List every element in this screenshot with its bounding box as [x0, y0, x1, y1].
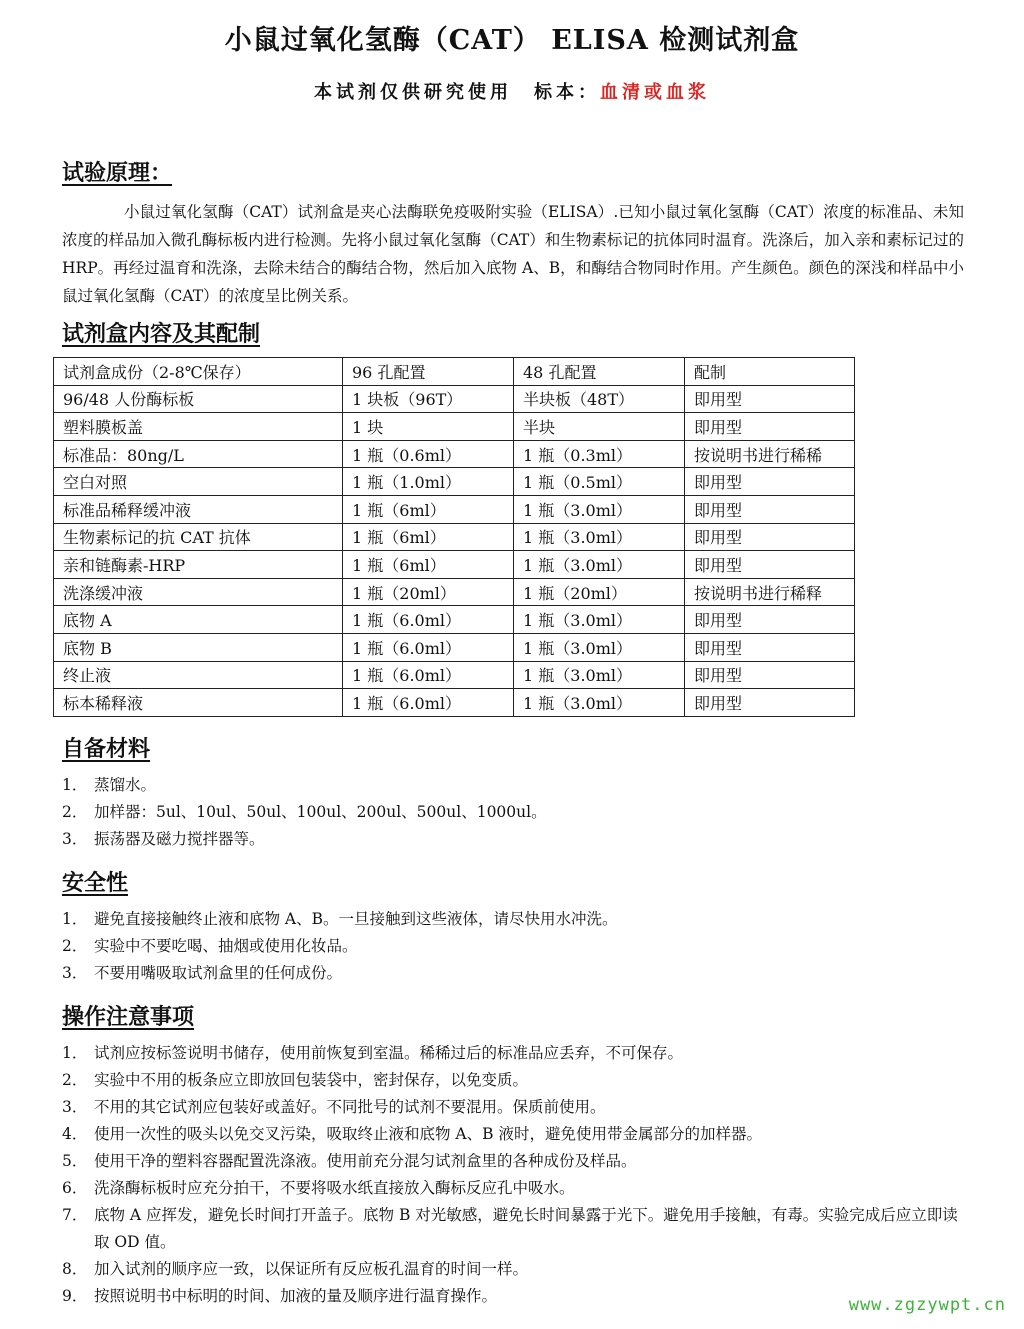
- list-item-text: 不用的其它试剂应包装好或盖好。不同批号的试剂不要混用。保质前使用。: [94, 1098, 606, 1116]
- table-cell: 即用型: [685, 551, 855, 579]
- list-item: [62, 1202, 967, 1256]
- table-cell: 半块板（48T）: [514, 385, 685, 413]
- list-item: [62, 826, 967, 853]
- list-item: [62, 960, 967, 987]
- table-cell: 1 瓶（1.0ml）: [343, 468, 514, 496]
- table-row: [54, 578, 855, 606]
- list-item: [62, 1067, 967, 1094]
- table-row: [54, 413, 855, 441]
- list-item-text: 使用一次性的吸头以免交叉污染，吸取终止液和底物 A、B 液时，避免使用带金属部分的加样器。: [94, 1125, 762, 1143]
- list-item-text: 试剂应按标签说明书储存，使用前恢复到室温。稀稀过后的标准品应丢弃，不可保存。: [94, 1044, 684, 1062]
- list-item-number: 1．: [62, 910, 88, 928]
- notes-heading: 操作注意事项: [62, 1005, 195, 1030]
- usage-note: 本试剂仅供研究使用: [314, 82, 512, 103]
- list-item-number: 1．: [62, 1044, 88, 1062]
- table-row: [54, 633, 855, 661]
- table-cell: 1 瓶（3.0ml）: [514, 689, 685, 717]
- list-item-number: 5．: [62, 1152, 88, 1170]
- table-cell: 即用型: [685, 689, 855, 717]
- safety-heading: 安全性: [62, 871, 129, 896]
- list-item-number: 3．: [62, 830, 88, 848]
- list-item: [62, 772, 967, 799]
- table-row: [54, 385, 855, 413]
- list-item-text: 底物 A 应挥发，避免长时间打开盖子。底物 B 对光敏感，避免长时间暴露于光下。避免用手接触，有毒。实验完成后应立即读取 OD 值。: [94, 1206, 958, 1251]
- table-row: [54, 495, 855, 523]
- list-item-number: 8．: [62, 1260, 88, 1278]
- list-item-number: 2．: [62, 1071, 88, 1089]
- table-cell: 底物 A: [54, 606, 343, 634]
- table-cell: 即用型: [685, 385, 855, 413]
- list-item: [62, 1121, 967, 1148]
- table-cell: 1 块: [343, 413, 514, 441]
- materials-list: [62, 772, 967, 853]
- safety-list: [62, 906, 967, 987]
- list-item-number: 4．: [62, 1125, 88, 1143]
- table-cell: 即用型: [685, 495, 855, 523]
- table-header-cell: 48 孔配置: [514, 358, 685, 386]
- list-item-text: 洗涤酶标板时应充分拍干，不要将吸水纸直接放入酶标反应孔中吸水。: [94, 1179, 575, 1197]
- kit-contents-table: [53, 357, 855, 717]
- table-cell: 1 瓶（3.0ml）: [514, 606, 685, 634]
- table-cell: 标本稀释液: [54, 689, 343, 717]
- list-item-text: 实验中不用的板条应立即放回包装袋中，密封保存，以免变质。: [94, 1071, 529, 1089]
- table-row: [54, 661, 855, 689]
- list-item: [62, 906, 967, 933]
- principle-paragraph: 小鼠过氧化氢酶（CAT）试剂盒是夹心法酶联免疫吸附实验（ELISA）.已知小鼠过氧化氢酶（CAT）浓度的标准品、未知浓度的样品加入微孔酶标板内进行检测。先将小鼠过氧化氢酶（CAT）和生物素标记的抗体同时温育。洗涤后，加入亲和素标记过的 HRP。再经过温育和洗涤，去除未结合的酶结合物，然后加入底物 A、B，和酶结合物同时作用。产生颜色。颜色的深浅和样品中小鼠过氧化氢酶（CAT）的浓度呈比例关系。: [62, 203, 964, 305]
- table-row: [54, 440, 855, 468]
- table-cell: 1 瓶（3.0ml）: [514, 661, 685, 689]
- table-cell: 1 瓶（6.0ml）: [343, 633, 514, 661]
- table-cell: 96/48 人份酶标板: [54, 385, 343, 413]
- table-cell: 1 瓶（6ml）: [343, 551, 514, 579]
- table-cell: 亲和链酶素-HRP: [54, 551, 343, 579]
- table-cell: 即用型: [685, 633, 855, 661]
- table-cell: 1 瓶（3.0ml）: [514, 633, 685, 661]
- table-cell: 按说明书进行稀稀: [685, 440, 855, 468]
- table-cell: 终止液: [54, 661, 343, 689]
- table-cell: 标准品稀释缓冲液: [54, 495, 343, 523]
- table-cell: 1 瓶（6.0ml）: [343, 606, 514, 634]
- table-cell: 即用型: [685, 661, 855, 689]
- document-title: 小鼠过氧化氢酶（CAT） ELISA 检测试剂盒: [224, 25, 800, 56]
- sample-value: 血清或血浆: [600, 82, 710, 103]
- table-cell: 按说明书进行稀释: [685, 578, 855, 606]
- principle-heading: 试验原理：: [62, 161, 173, 186]
- table-cell: 生物素标记的抗 CAT 抗体: [54, 523, 343, 551]
- list-item-number: 3．: [62, 964, 88, 982]
- list-item-number: 3．: [62, 1098, 88, 1116]
- table-cell: 即用型: [685, 606, 855, 634]
- list-item-number: 1．: [62, 776, 88, 794]
- table-cell: 1 瓶（20ml）: [514, 578, 685, 606]
- list-item: [62, 1175, 967, 1202]
- list-item-text: 使用干净的塑料容器配置洗涤液。使用前充分混匀试剂盒里的各种成份及样品。: [94, 1152, 637, 1170]
- kit-table-body: [54, 358, 855, 717]
- list-item-number: 7．: [62, 1206, 88, 1224]
- list-item-text: 不要用嘴吸取试剂盒里的任何成份。: [94, 964, 343, 982]
- table-cell: 空白对照: [54, 468, 343, 496]
- table-cell: 即用型: [685, 468, 855, 496]
- table-header-cell: 配制: [685, 358, 855, 386]
- list-item-number: 2．: [62, 803, 88, 821]
- list-item-text: 实验中不要吃喝、抽烟或使用化妆品。: [94, 937, 358, 955]
- table-header-cell: 试剂盒成份（2-8℃保存）: [54, 358, 343, 386]
- table-row: [54, 606, 855, 634]
- list-item-text: 避免直接接触终止液和底物 A、B。一旦接触到这些液体，请尽快用水冲洗。: [94, 910, 618, 928]
- table-cell: 半块: [514, 413, 685, 441]
- notes-list: [62, 1040, 967, 1310]
- list-item-text: 按照说明书中标明的时间、加液的量及顺序进行温育操作。: [94, 1287, 498, 1305]
- list-item: [62, 1094, 967, 1121]
- list-item: [62, 1148, 967, 1175]
- materials-heading: 自备材料: [62, 737, 151, 762]
- watermark: www.zgzywpt.cn: [848, 1295, 1006, 1315]
- list-item-number: 6．: [62, 1179, 88, 1197]
- table-row: [54, 523, 855, 551]
- table-cell: 洗涤缓冲液: [54, 578, 343, 606]
- list-item: [62, 1040, 967, 1067]
- list-item-text: 振荡器及磁力搅拌器等。: [94, 830, 265, 848]
- table-cell: 1 块板（96T）: [343, 385, 514, 413]
- table-row: [54, 468, 855, 496]
- table-cell: 标准品：80ng/L: [54, 440, 343, 468]
- table-cell: 1 瓶（6ml）: [343, 495, 514, 523]
- table-cell: 1 瓶（0.6ml）: [343, 440, 514, 468]
- list-item: [62, 1256, 967, 1283]
- table-cell: 1 瓶（3.0ml）: [514, 551, 685, 579]
- table-cell: 1 瓶（3.0ml）: [514, 495, 685, 523]
- table-cell: 1 瓶（0.5ml）: [514, 468, 685, 496]
- document-subtitle: [0, 78, 1024, 104]
- table-cell: 1 瓶（20ml）: [343, 578, 514, 606]
- table-header-cell: 96 孔配置: [343, 358, 514, 386]
- kit-heading: 试剂盒内容及其配制: [62, 322, 261, 347]
- list-item-number: 9．: [62, 1287, 88, 1305]
- table-header-row: [54, 358, 855, 386]
- table-cell: 1 瓶（6.0ml）: [343, 689, 514, 717]
- table-cell: 底物 B: [54, 633, 343, 661]
- table-cell: 1 瓶（6.0ml）: [343, 661, 514, 689]
- list-item: [62, 933, 967, 960]
- list-item-text: 加样器：5ul、10ul、50ul、100ul、200ul、500ul、1000ul。: [94, 803, 547, 821]
- list-item: [62, 1283, 967, 1310]
- table-cell: 即用型: [685, 523, 855, 551]
- table-cell: 塑料膜板盖: [54, 413, 343, 441]
- table-cell: 1 瓶（6ml）: [343, 523, 514, 551]
- table-cell: 即用型: [685, 413, 855, 441]
- list-item-text: 加入试剂的顺序应一致，以保证所有反应板孔温育的时间一样。: [94, 1260, 529, 1278]
- table-row: [54, 689, 855, 717]
- table-cell: 1 瓶（3.0ml）: [514, 523, 685, 551]
- list-item: [62, 799, 967, 826]
- table-cell: 1 瓶（0.3ml）: [514, 440, 685, 468]
- sample-label: 标本：: [534, 82, 600, 103]
- list-item-text: 蒸馏水。: [94, 776, 157, 794]
- table-row: [54, 551, 855, 579]
- list-item-number: 2．: [62, 937, 88, 955]
